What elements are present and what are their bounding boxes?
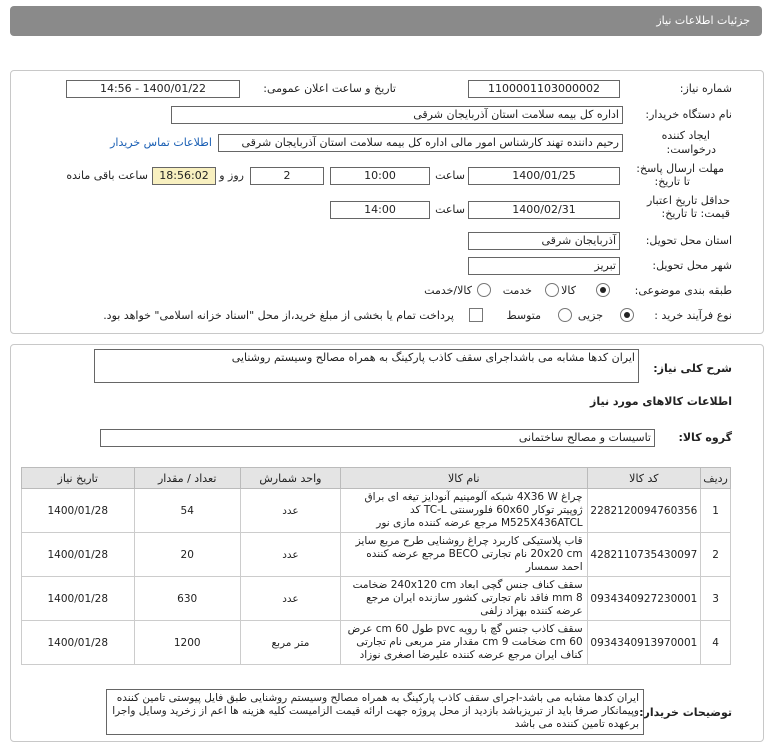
page-header [10, 6, 762, 36]
goods-info-title: اطلاعات کالاهای مورد نیاز [590, 395, 732, 408]
contact-buyer-link[interactable]: اطلاعات تماس خریدار [110, 136, 212, 149]
page-title: جزئیات اطلاعات نیاز [656, 14, 750, 27]
remaining-time-field: 18:56:02 [152, 167, 216, 185]
process-label: نوع فرآیند خرید : [654, 309, 732, 322]
announce-field: 1400/01/22 - 14:56 [66, 80, 240, 98]
need-number-label: شماره نیاز: [679, 82, 732, 95]
col-name: نام کالا [340, 468, 587, 489]
cell-name: سقف کناف جنس گچی ابعاد 240x120 cm ضخامت 8 mm فاقد نام تجارتی کشور سازنده ایران مرجع عرضه کننده بهزاد زلفی [340, 577, 587, 621]
category-label: طبقه بندی موضوعی: [634, 284, 732, 297]
cell-row: 3 [701, 577, 731, 621]
cell-name: قاب پلاستیکی کاربرد چراغ روشنایی طرح مربع سایز 20x20 cm نام تجارتی BECO مرجع عرضه کننده احمد سمسار [340, 533, 587, 577]
cell-date: 1400/01/28 [22, 533, 135, 577]
validity-time-field: 14:00 [330, 201, 430, 219]
cell-unit: متر مربع [240, 621, 340, 665]
category-radio-goods-service[interactable] [477, 283, 491, 297]
cell-unit: عدد [240, 533, 340, 577]
category-option-service: خدمت [502, 284, 532, 297]
col-qty: تعداد / مقدار [134, 468, 240, 489]
table-row [22, 489, 731, 533]
province-label: استان محل تحویل: [645, 234, 732, 247]
cell-qty: 20 [134, 533, 240, 577]
buyer-org-field: اداره کل بیمه سلامت استان آذربایجان شرقی [171, 106, 623, 124]
table-row [22, 621, 731, 665]
buyer-notes-label: توضیحات خریدار: [639, 706, 732, 719]
cell-unit: عدد [240, 577, 340, 621]
cell-qty: 630 [134, 577, 240, 621]
table-row [22, 533, 731, 577]
cell-name: چراغ 4X36 W شبکه آلومینیم آنودایز تیغه ای براق ژوپیتر توکار 60x60 فلورسنتی TC-L کد M525X436ATCL مرجع عرضه کننده مازی نور [340, 489, 587, 533]
cell-row: 1 [701, 489, 731, 533]
process-radio-medium[interactable] [558, 308, 572, 322]
table-row [22, 577, 731, 621]
summary-label: شرح کلی نیاز: [653, 362, 732, 375]
col-row: ردیف [701, 468, 731, 489]
category-option-goods: کالا [561, 284, 576, 297]
cell-code: 4282110735430097 [587, 533, 700, 577]
cell-code: 0934340913970001 [587, 621, 700, 665]
validity-label-1: حداقل تاریخ اعتبار [646, 194, 730, 207]
payment-note: پرداخت تمام یا بخشی از مبلغ خرید،از محل "اسناد خزانه اسلامی" خواهد بود. [103, 309, 454, 322]
cell-date: 1400/01/28 [22, 577, 135, 621]
deadline-label-1: مهلت ارسال پاسخ: [636, 162, 724, 175]
deadline-label-2: تا تاریخ: [654, 175, 690, 188]
deadline-time-field: 10:00 [330, 167, 430, 185]
cell-unit: عدد [240, 489, 340, 533]
deadline-date-field: 1400/01/25 [468, 167, 620, 185]
cell-code: 2282120094760356 [587, 489, 700, 533]
cell-qty: 1200 [134, 621, 240, 665]
col-code: کد کالا [587, 468, 700, 489]
deadline-time-label: ساعت [435, 169, 465, 182]
cell-date: 1400/01/28 [22, 621, 135, 665]
province-field: آذربایجان شرقی [468, 232, 620, 250]
cell-date: 1400/01/28 [22, 489, 135, 533]
process-option-minor: جزیی [577, 309, 603, 322]
cell-row: 2 [701, 533, 731, 577]
city-label: شهر محل تحویل: [652, 259, 732, 272]
goods-group-label: گروه کالا: [678, 431, 732, 444]
days-remaining-field: 2 [250, 167, 324, 185]
validity-time-label: ساعت [435, 203, 465, 216]
days-label: روز و [219, 169, 244, 182]
cell-name: سقف کاذب جنس گچ با رویه pvc طول 60 cm عرض 60 cm ضخامت 9 cm مقدار متر مربعی نام تجارتی کناف ایران مرجع عرضه کننده علیرضا اصغری نوزاد [340, 621, 587, 665]
summary-field: ایران کدها مشابه می باشداجرای سقف کاذب پارکینگ به همراه مصالح وسیستم روشنایی [94, 349, 639, 383]
announce-label: تاریخ و ساعت اعلان عمومی: [263, 82, 396, 95]
creator-label-2: درخواست: [666, 143, 716, 156]
category-option-goods-service: کالا/خدمت [424, 284, 472, 297]
cell-code: 0934340927230001 [587, 577, 700, 621]
city-field: تبریز [468, 257, 620, 275]
cell-qty: 54 [134, 489, 240, 533]
goods-group-field: تاسیسات و مصالح ساختمانی [100, 429, 655, 447]
goods-table [21, 467, 731, 665]
buyer-org-label: نام دستگاه خریدار: [645, 108, 732, 121]
col-unit: واحد شمارش [240, 468, 340, 489]
validity-date-field: 1400/02/31 [468, 201, 620, 219]
category-radio-service[interactable] [545, 283, 559, 297]
buyer-notes-field: ایران کدها مشابه می باشد-اجرای سقف کاذب پارکینگ به همراه مصالح وسیستم روشنایی طبق فایل پیوستی تامین کننده وپیمانکار صرفا باید از تبریزباشد بازدید از محل پروژه جهت ارائه قیمت الزامیست کلیه هزینه ها اعم از زخرید وسایل واجرا برعهده تامین کننده می باشد [106, 689, 644, 735]
category-radio-goods[interactable] [596, 283, 610, 297]
remaining-label: ساعت باقی مانده [66, 169, 148, 182]
col-date: تاریخ نیاز [22, 468, 135, 489]
creator-field: رحیم داننده تهند کارشناس امور مالی اداره کل بیمه سلامت استان آذربایجان شرقی [218, 134, 623, 152]
need-number-field: 1100001103000002 [468, 80, 620, 98]
validity-label-2: قیمت: تا تاریخ: [661, 207, 730, 220]
process-option-medium: متوسط [506, 309, 541, 322]
process-radio-minor[interactable] [620, 308, 634, 322]
goods-table-header [22, 468, 731, 489]
cell-row: 4 [701, 621, 731, 665]
creator-label-1: ایجاد کننده [661, 129, 710, 142]
treasury-payment-checkbox[interactable] [469, 308, 483, 322]
